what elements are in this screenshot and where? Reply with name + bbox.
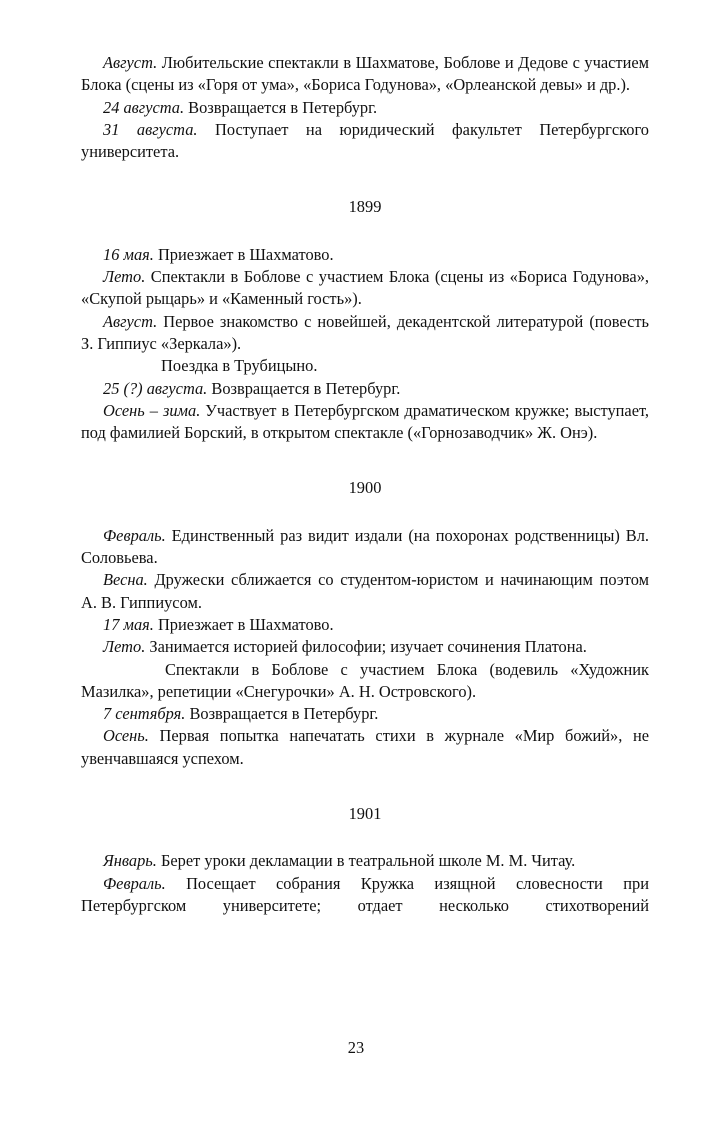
section-1899 — [81, 244, 649, 445]
entry-date: 25 (?) августа. — [103, 378, 208, 398]
page-number: 23 — [347, 1038, 365, 1057]
chronicle-entry — [81, 378, 649, 400]
page-body — [81, 52, 649, 917]
entry-date: 7 сентября. — [103, 704, 186, 724]
chronicle-entry — [81, 614, 649, 636]
chronicle-entry — [81, 525, 649, 570]
section-1901 — [81, 850, 649, 917]
entry-text: Первое знакомство с новейшей, декадентской литературой (повесть З. Гиппиус «Зеркала»). — [81, 311, 649, 353]
entry-text: Посещает собрания Кружка изящной словесности при Петербургском университете; отдает несколько стихотворений — [81, 873, 649, 915]
chronicle-entry — [81, 569, 649, 614]
entry-date: Лето. — [103, 637, 146, 657]
entry-date: Весна. — [103, 570, 148, 590]
chronicle-entry — [81, 52, 649, 97]
entry-text: Дружески сближается со студентом-юристом и начинающим поэтом А. В. Гиппиусом. — [81, 570, 649, 612]
year-heading-1901: 1901 — [348, 804, 382, 824]
entry-text: Любительские спектакли в Шахматове, Боблове и Дедове с участием Блока (сцены из «Горя от ума», «Бориса Годунова», «Орлеанской девы» и др.). — [81, 53, 649, 95]
entry-date: Осень. — [103, 726, 149, 746]
entry-date: 24 августа. — [103, 97, 185, 117]
entry-date: 17 мая. — [103, 614, 154, 634]
entry-date: Август. — [103, 311, 158, 331]
entry-text: Возвращается в Петербург. — [184, 97, 378, 117]
year-heading-1900: 1900 — [348, 478, 382, 498]
entry-text: Первая попытка напечатать стихи в журнале «Мир божий», не увенчавшаяся успехом. — [81, 726, 649, 768]
section-1898 — [81, 52, 649, 163]
entry-text: Спектакли в Боблове с участием Блока (водевиль «Художник Мазилка», репетиции «Снегурочки» А. Н. Островского). — [81, 659, 649, 701]
chronicle-entry — [81, 703, 649, 725]
entry-date: 31 августа. — [103, 119, 198, 139]
entry-text: Приезжает в Шахматово. — [153, 614, 334, 634]
section-1900 — [81, 525, 649, 770]
entry-date: Февраль. — [103, 525, 166, 545]
chronicle-entry — [81, 311, 649, 356]
chronicle-entry — [81, 97, 649, 119]
entry-text: Приезжает в Шахматово. — [153, 244, 334, 264]
year-heading-1899: 1899 — [348, 197, 382, 217]
entry-text: Единственный раз видит издали (на похоронах родственницы) Вл. Соловьева. — [81, 525, 649, 568]
chronicle-entry — [81, 244, 649, 266]
chronicle-entry — [81, 659, 649, 704]
chronicle-entry — [81, 400, 649, 445]
entry-date: Осень – зима. — [103, 400, 201, 420]
chronicle-entry — [81, 119, 649, 164]
entry-text: Берет уроки декламации в театральной школе М. М. Читау. — [156, 851, 576, 871]
entry-date: Август. — [103, 53, 158, 72]
chronicle-entry — [81, 725, 649, 770]
entry-text: Возвращается в Петербург. — [185, 704, 379, 724]
chronicle-entry — [81, 355, 649, 377]
chronicle-entry — [81, 636, 649, 658]
entry-date: Лето. — [103, 267, 146, 287]
entry-text: Поездка в Трубицыно. — [161, 356, 318, 376]
entry-text: Участвует в Петербургском драматическом кружке; выступает, под фамилией Борский, в открытом спектакле («Горнозаводчик» Ж. Онэ). — [81, 400, 649, 443]
entry-date: 16 мая. — [103, 244, 154, 264]
entry-text: Поступает на юридический факультет Петербургского университета. — [81, 119, 649, 162]
entry-date: Январь. — [103, 851, 157, 871]
chronicle-entry — [81, 266, 649, 311]
entry-text: Занимается историей философии; изучает сочинения Платона. — [145, 637, 587, 657]
chronicle-entry — [81, 873, 649, 918]
entry-text: Спектакли в Боблове с участием Блока (сцены из «Бориса Годунова», «Скупой рыцарь» и «Каменный гость»). — [81, 267, 649, 309]
chronicle-entry — [81, 850, 649, 872]
entry-date: Февраль. — [103, 873, 166, 893]
entry-text: Возвращается в Петербург. — [207, 378, 401, 398]
